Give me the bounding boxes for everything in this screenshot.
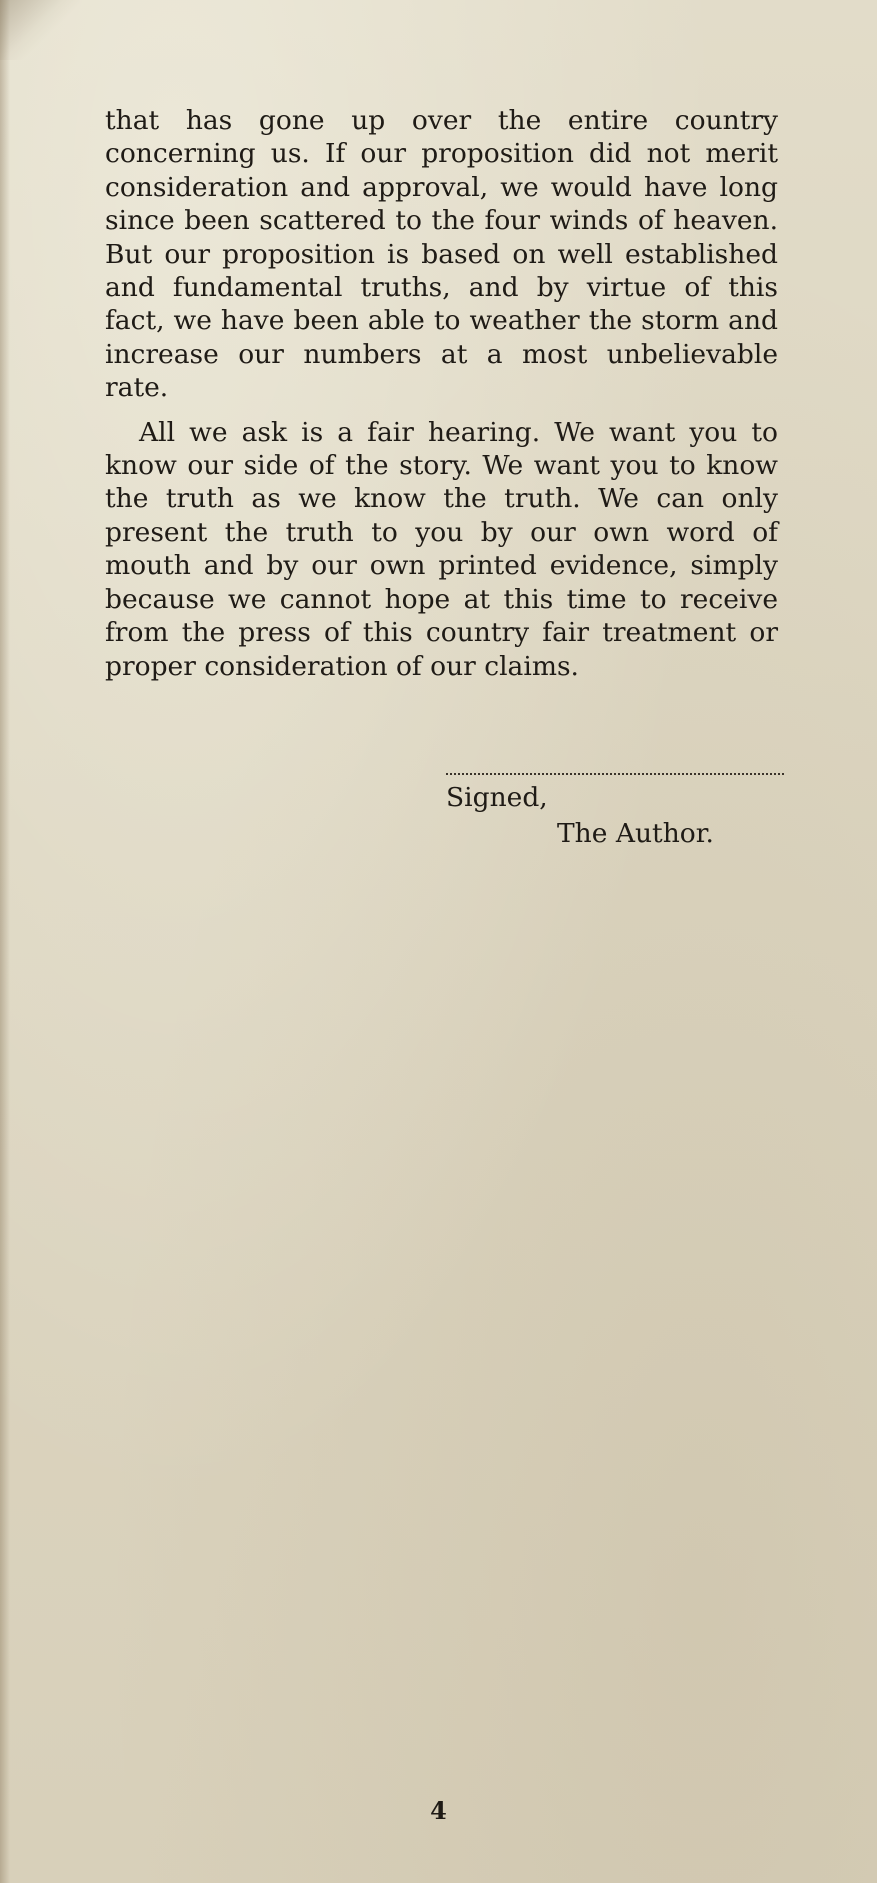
body-text — [105, 104, 778, 683]
paragraph-1: that has gone up over the entire country concerning us. If our proposition did not merit consideration and approval, we would have long since been scattered to the four winds of heaven. But our proposition is based on well established and fundamental truths, and by virtue of this fact, we have been able to weather the storm and increase our numbers at a most unbelievable rate. — [105, 105, 778, 404]
author-signature: The Author. — [557, 818, 714, 849]
corner-fold — [0, 0, 80, 60]
page-edge-shadow — [0, 0, 10, 1883]
page-number: 4 — [430, 1796, 447, 1825]
signature-line — [446, 773, 784, 775]
paragraph-2: All we ask is a fair hearing. We want you to know our side of the story. We want you to know the truth as we know the truth. We can only present the truth to you by our own word of mouth and by our own printed evidence, simply because we cannot hope at this time to receive from the press of this country fair treatment or proper consideration of our claims. — [105, 416, 778, 682]
signed-label: Signed, — [446, 782, 548, 813]
